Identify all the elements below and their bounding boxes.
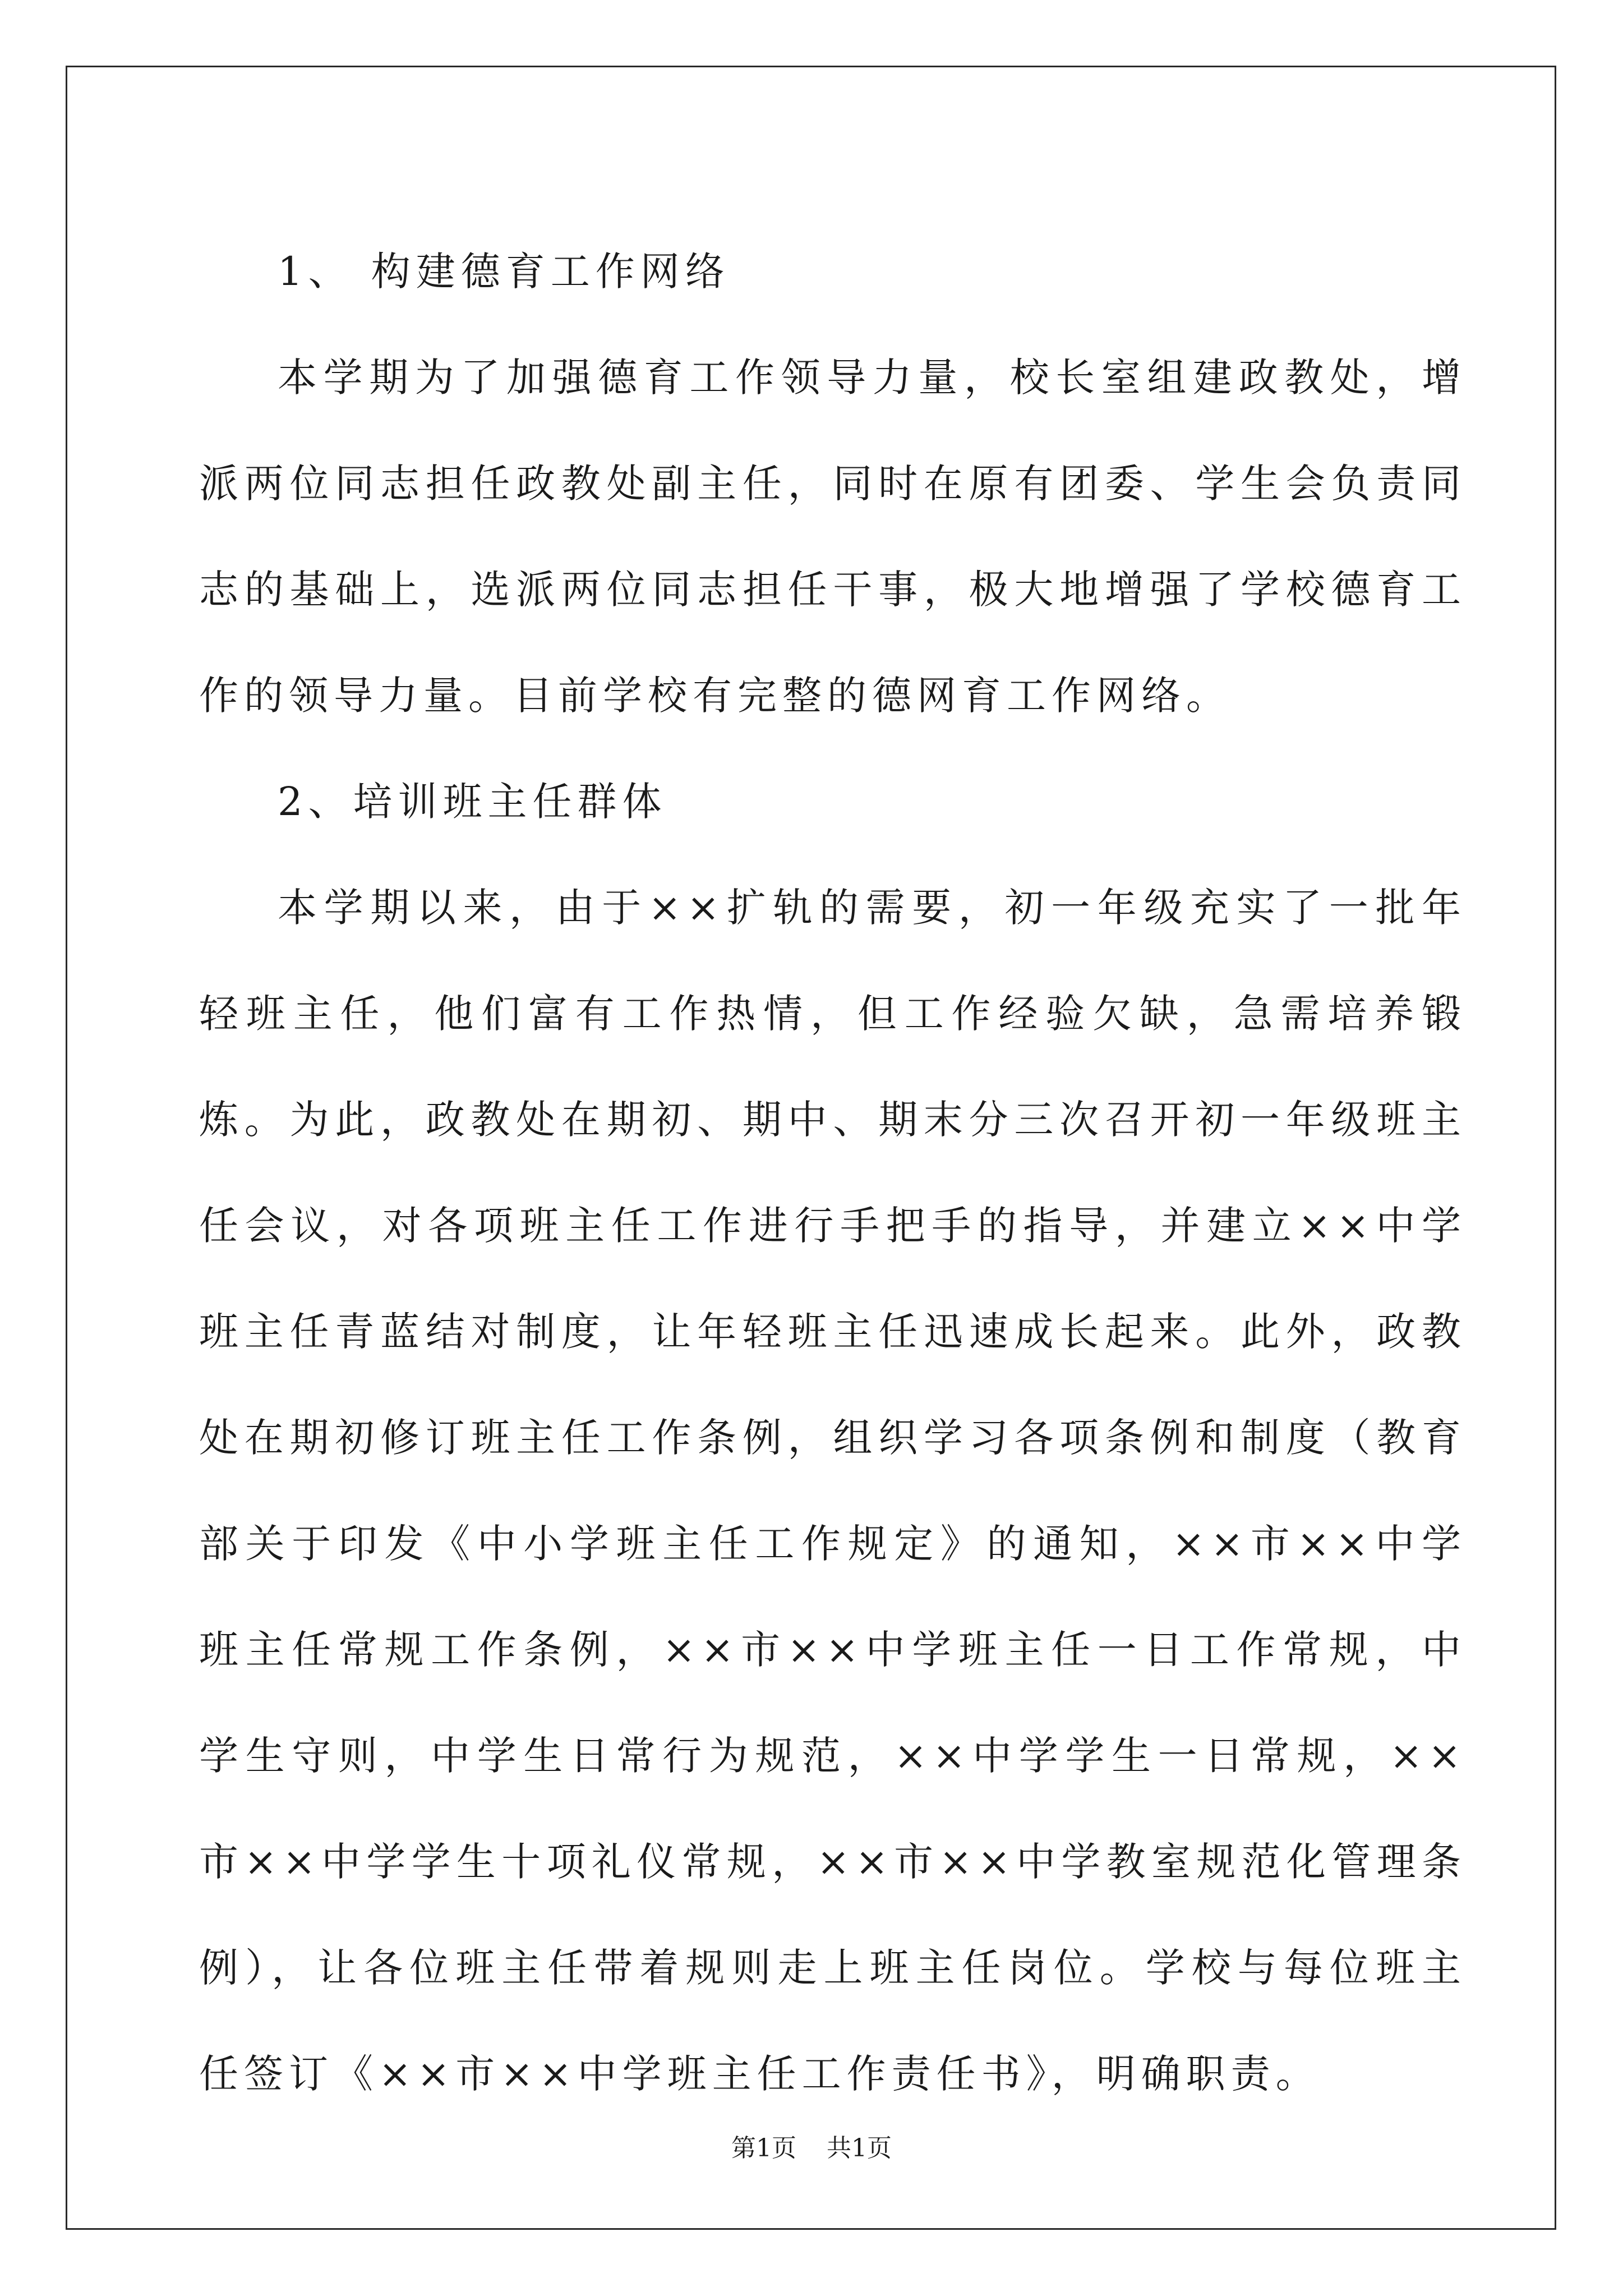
section-1-heading: 1、 构建德育工作网络 bbox=[278, 249, 730, 295]
section-1-paragraph: 本学期为了加强德育工作领导力量，校长室组建政教处，增派两位同志担任政教处副主任，同时在原有团委、学生会负责同志的基础上，选派两位同志担任干事，极大地增强了学校德育工作的领导力量。目前学校有完整的德网育工作网络。 bbox=[199, 355, 1467, 719]
page-total: 共1页 bbox=[827, 2134, 892, 2162]
section-2-paragraph: 本学期以来，由于××扩轨的需要，初一年级充实了一批年轻班主任，他们富有工作热情，但工作经验欠缺，急需培养锻炼。为此，政教处在期初、期中、期末分三次召开初一年级班主任会议，对各项班主任工作进行手把手的指导，并建立××中学班主任青蓝结对制度，让年轻班主任迅速成长起来。此外，政教处在期初修订班主任工作条例，组织学习各项条例和制度（教育部关于印发《中小学班主任工作规定》的通知，××市××中学班主任常规工作条例，××市××中学班主任一日工作常规，中学生守则，中学生日常行为规范，××中学学生一日常规，××市××中学学生十项礼仪常规，××市××中学教室规范化管理条例），让各位班主任带着规则走上班主任岗位。学校与每位班主任签订《××市××中学班主任工作责任书》，明确职责。 bbox=[199, 885, 1467, 2097]
page-footer bbox=[0, 2132, 1623, 2165]
section-2-heading: 2、培训班主任群体 bbox=[278, 779, 667, 825]
page-number: 第1页 bbox=[731, 2134, 796, 2162]
document-body bbox=[199, 219, 1467, 2127]
